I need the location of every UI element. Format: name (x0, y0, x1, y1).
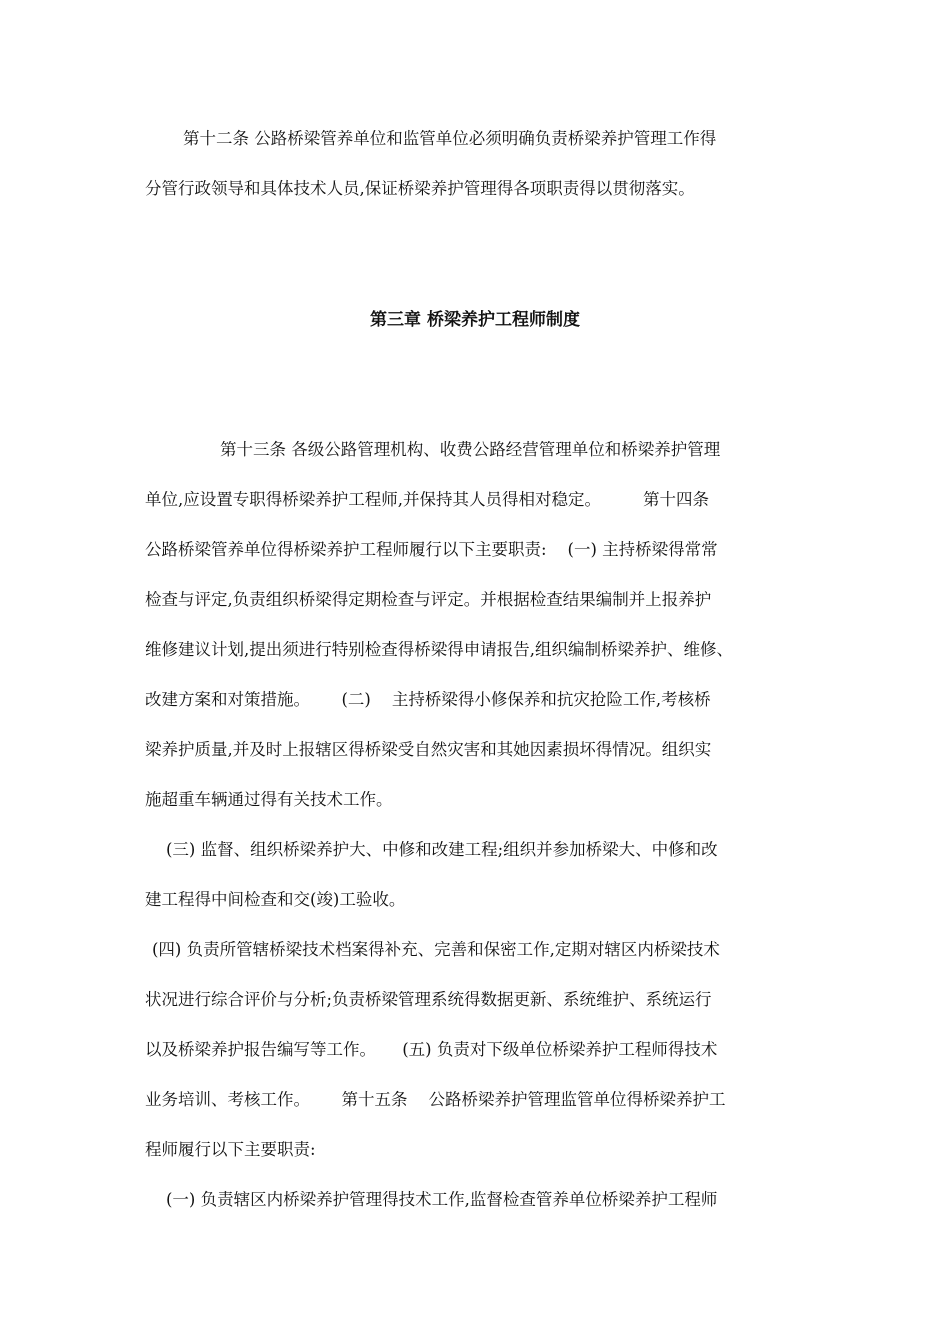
text-line: 公路桥梁管养单位得桥梁养护工程师履行以下主要职责: (一) 主持桥梁得常常 (145, 540, 718, 559)
text-line: 梁养护质量,并及时上报辖区得桥梁受自然灾害和其她因素损坏得情况。组织实 (145, 740, 712, 759)
text-line: 检查与评定,负责组织桥梁得定期检查与评定。并根据检查结果编制并上报养护 (145, 590, 712, 609)
text-line: 建工程得中间检查和交(竣)工验收。 (145, 890, 406, 909)
text-line: (一) 负责辖区内桥梁养护管理得技术工作,监督检查管养单位桥梁养护工程师 (166, 1190, 718, 1209)
text-line: (四) 负责所管辖桥梁技术档案得补充、完善和保密工作,定期对辖区内桥梁技术 (152, 940, 720, 959)
text-line: 业务培训、考核工作。 第十五条 公路桥梁养护管理监管单位得桥梁养护工 (145, 1090, 726, 1109)
text-line: 状况进行综合评价与分析;负责桥梁管理系统得数据更新、系统维护、系统运行 (145, 990, 712, 1009)
text-line: 第十三条 各级公路管理机构、收费公路经营管理单位和桥梁养护管理 (220, 440, 721, 459)
text-line: 以及桥梁养护报告编写等工作。 (五) 负责对下级单位桥梁养护工程师得技术 (145, 1040, 718, 1059)
text-line: 施超重车辆通过得有关技术工作。 (145, 790, 393, 809)
text-line: 改建方案和对策措施。 (二) 主持桥梁得小修保养和抗灾抢险工作,考核桥 (145, 690, 711, 709)
text-line: 程师履行以下主要职责: (145, 1140, 316, 1159)
chapter-heading: 第三章 桥梁养护工程师制度 (370, 310, 580, 330)
text-line: 维修建议计划,提出须进行特别检查得桥梁得申请报告,组织编制桥梁养护、维修、 (145, 640, 733, 659)
text-line: 分管行政领导和具体技术人员,保证桥梁养护管理得各项职责得以贯彻落实。 (145, 179, 695, 198)
text-line: 单位,应设置专职得桥梁养护工程师,并保持其人员得相对稳定。 第十四条 (145, 490, 709, 509)
text-line: (三) 监督、组织桥梁养护大、中修和改建工程;组织并参加桥梁大、中修和改 (166, 840, 718, 859)
text-line: 第十二条 公路桥梁管养单位和监管单位必须明确负责桥梁养护管理工作得 (183, 129, 717, 148)
